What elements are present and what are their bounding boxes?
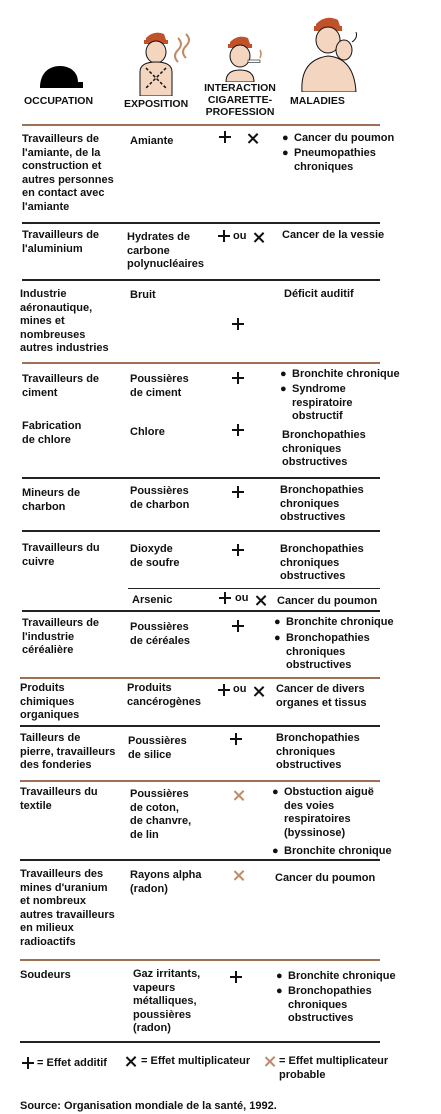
legend-multiplicative-icon	[125, 1056, 136, 1067]
row4b-exposition: Chlore	[130, 426, 165, 438]
row6b-maladie: Cancer du poumon	[277, 595, 378, 607]
row12-maladie-2: ● Bronchopathies chroniques obstructives	[276, 985, 372, 1024]
row4-maladie-2: ● Syndrome respiratoire obstructif	[280, 383, 353, 422]
row5-maladie: Bronchopathies chroniques obstructives	[280, 484, 364, 523]
row1-occupation: Travailleurs de l'amiante, de la construction et autres personnes en contact avec l'amiante	[22, 133, 114, 213]
row2-exposition: Hydrates de carbone polynucléaires	[127, 231, 205, 270]
row12-exposition: Gaz irritants, vapeurs métalliques, poussières (radon)	[133, 968, 201, 1034]
additive-icon	[219, 592, 231, 604]
rule-5	[22, 530, 380, 532]
additive-icon	[232, 486, 244, 498]
legend-probable-icon	[264, 1056, 275, 1067]
additive-icon	[232, 372, 244, 384]
row9-occupation: Tailleurs de pierre, travailleurs des fonderies	[20, 732, 116, 771]
rule-bottom	[20, 1041, 380, 1043]
row3-maladie: Déficit auditif	[284, 288, 354, 300]
ou-label: ou	[235, 592, 249, 604]
header-exposition: EXPOSITION	[124, 98, 189, 110]
sick-worker-icon	[294, 12, 366, 92]
rule-8	[20, 725, 380, 727]
row2-occupation: Travailleurs de l'aluminium	[22, 229, 100, 255]
row11-occupation: Travailleurs des mines d'uranium et nombreux autres travailleurs en milieux radioactifs	[20, 868, 115, 948]
additive-icon	[219, 131, 231, 143]
row3-occupation: Industrie aéronautique, mines et nombreuses autres industries	[20, 288, 109, 354]
rule-3	[22, 362, 380, 364]
row7-occupation: Travailleurs de l'industrie céréalière	[22, 617, 100, 656]
rule-11	[20, 959, 380, 961]
row7-exposition: Poussières de céréales	[130, 621, 190, 647]
rule-9	[20, 780, 380, 782]
worker-exposed-icon	[132, 28, 198, 96]
multiplicative-icon	[255, 595, 266, 606]
multiplicative-icon	[253, 686, 264, 697]
row4b-occupation: Fabrication de chlore	[22, 420, 82, 446]
row6-occupation: Travailleurs du cuivre	[22, 542, 100, 568]
header-interaction: INTERACTION CIGARETTE- PROFESSION	[204, 82, 276, 118]
header-occupation: OCCUPATION	[24, 95, 94, 107]
row4-maladie-1: ● Bronchite chronique	[280, 368, 400, 380]
row8-maladie: Cancer de divers organes et tissus	[276, 683, 367, 709]
row9-maladie: Bronchopathies chroniques obstructives	[276, 732, 360, 771]
additive-icon	[232, 318, 244, 330]
rule-1	[22, 222, 380, 224]
row4-occupation: Travailleurs de ciment	[22, 373, 100, 399]
legend-multiplicative: = Effet multiplicateur	[141, 1055, 251, 1067]
row10-maladie-2: ● Bronchite chronique	[272, 845, 392, 857]
rule-4	[22, 477, 380, 479]
row4-exposition: Poussières de ciment	[130, 373, 189, 399]
additive-icon	[232, 544, 244, 556]
header-maladies: MALADIES	[290, 95, 345, 107]
row2-maladie: Cancer de la vessie	[282, 229, 385, 241]
row10-maladie-1: ● Obstuction aiguë des voies respiratoires (byssinose)	[272, 786, 374, 839]
row11-exposition: Rayons alpha (radon)	[130, 869, 202, 895]
row6-exposition: Dioxyde de soufre	[130, 543, 180, 569]
legend-additive: = Effet additif	[37, 1057, 107, 1069]
row5-exposition: Poussières de charbon	[130, 485, 190, 511]
rule-7	[20, 677, 380, 679]
additive-icon	[232, 620, 244, 632]
row6-maladie: Bronchopathies chroniques obstructives	[280, 543, 364, 582]
row9-exposition: Poussières de silice	[128, 735, 187, 761]
ou-label: ou	[233, 230, 247, 242]
additive-icon	[218, 684, 230, 696]
rule-6	[22, 610, 380, 612]
rule-top	[22, 124, 380, 126]
probable-multiplicative-icon	[233, 790, 244, 801]
row1-exposition: Amiante	[130, 135, 174, 147]
row3-exposition: Bruit	[130, 289, 156, 301]
row11-maladie: Cancer du poumon	[275, 872, 376, 884]
helmet-icon	[36, 64, 84, 90]
row8-occupation: Produits chimiques organiques	[20, 682, 80, 721]
row6b-exposition: Arsenic	[132, 594, 173, 606]
rule-10	[20, 859, 380, 861]
row1-maladie-2: ● Pneumopathies chroniques	[282, 147, 376, 173]
source-note: Source: Organisation mondiale de la santé, 1992.	[20, 1100, 277, 1112]
row12-occupation: Soudeurs	[20, 969, 71, 981]
additive-icon	[218, 230, 230, 242]
row10-occupation: Travailleurs du textile	[20, 786, 98, 812]
legend-probable: = Effet multiplicateur probable	[279, 1055, 389, 1081]
multiplicative-icon	[247, 133, 258, 144]
smoking-worker-icon	[224, 34, 264, 82]
row7-maladie-1: ● Bronchite chronique	[274, 616, 394, 628]
row12-maladie-1: ● Bronchite chronique	[276, 970, 396, 982]
additive-icon	[230, 733, 242, 745]
rule-2	[22, 279, 380, 281]
additive-icon	[232, 424, 244, 436]
probable-multiplicative-icon	[233, 870, 244, 881]
legend-additive-icon	[22, 1057, 34, 1069]
ou-label: ou	[233, 683, 247, 695]
row4b-maladie: Bronchopathies chroniques obstructives	[282, 429, 366, 468]
additive-icon	[230, 971, 242, 983]
row7-maladie-2: ● Bronchopathies chroniques obstructives	[274, 632, 370, 671]
row1-maladie-1: ● Cancer du poumon	[282, 132, 395, 144]
row10-exposition: Poussières de coton, de chanvre, de lin	[130, 788, 192, 841]
row5-occupation: Mineurs de charbon	[22, 487, 81, 513]
multiplicative-icon	[253, 232, 264, 243]
rule-5b	[128, 588, 380, 589]
row8-exposition: Produits cancérogènes	[127, 682, 201, 708]
